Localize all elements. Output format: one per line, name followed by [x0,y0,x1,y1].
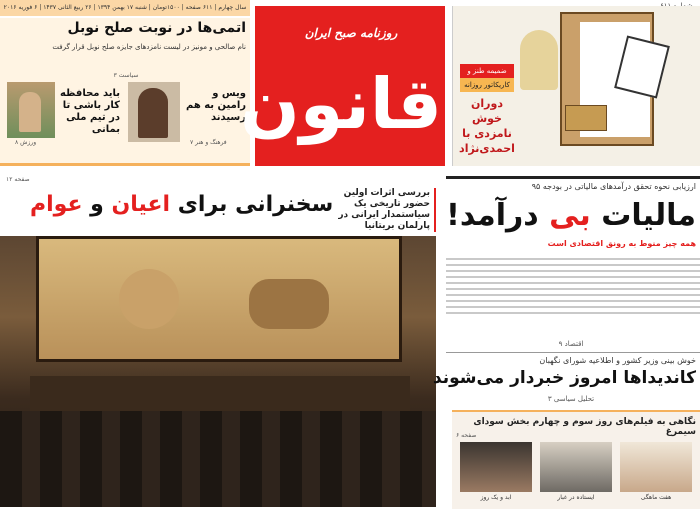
sport-story-headline[interactable]: باید محافظه کار باشی تا در تیم ملی بمانی [59,88,120,135]
section-rule [446,176,700,179]
tax-subhead: همه چیز منوط به رونق اقتصادی است [547,239,696,248]
lead-headline-red: اعیان [111,192,171,217]
cartoon-headline[interactable]: دوران خوش نامزدی با احمدی‌نژاد [459,97,515,155]
newspaper-logo: قانون [239,63,442,145]
candidates-section-tag: تحلیل سیاسی ۳ [547,395,595,403]
nobel-section-tag: سیاست ۳ [113,72,139,79]
nobel-subhead: نام صالحی و مونیز در لیست نامزدهای جایزه صلح نوبل قرار گرفت [52,43,246,51]
film-caption-1: ابد و یک روز [480,494,512,501]
tax-headline-b: درآمد! [446,198,550,233]
tax-section-tag: اقتصاد ۹ [558,340,584,348]
photo-audience [0,411,436,507]
photo-panel-table [30,376,410,416]
film-headline[interactable]: نگاهی به فیلم‌های روز سوم و چهارم بخش سودای سیمرغ [473,417,696,437]
lead-headline-b: و [82,192,112,217]
cartoon-figure [520,30,558,90]
tax-headline[interactable] [446,196,696,236]
lead-headline-red-2: عوام [30,192,83,217]
film-thumb-2[interactable] [540,442,612,492]
suitcase-icon [565,105,607,131]
dateline: سال چهارم | ۶۱۱ صفحه | ۱۵۰۰تومان | شنبه ۱۷ بهمن ۱۳۹۴ | ۲۶ ربیع الثانی ۱۴۳۷ | ۶ فوریه ۲۰۱۶ [0,0,250,16]
film-thumb-1[interactable] [620,442,692,492]
culture-story-headline[interactable]: ویس و رامین به هم رسیدند [185,88,246,123]
tax-kicker: ارزیابی نحوه تحقق درآمدهای مالیاتی در بودجه ۹۵ [531,182,696,191]
lead-photo [0,236,436,507]
film-page-tag: صفحه ۶ [456,432,477,439]
masthead-tagline: روزنامه صبح ایران [304,26,398,40]
nobel-headline[interactable]: اتمی‌ها در نوبت صلح نوبل [67,20,246,36]
sport-section-tag: ورزش ۸ [15,139,37,146]
cartoon-tag-2: کاریکاتور روزانه [460,78,514,92]
lead-headline-a: سخنرانی برای [170,192,334,217]
sport-photo [7,82,55,138]
lead-page-tag: صفحه ۱۲ [6,176,30,183]
film-caption-2: ایستاده در غبار [557,494,595,501]
cartoon-tag: ضمیمه طنز و [460,64,514,78]
candidates-kicker: خوش بینی وزیر کشور و اطلاعیه شورای نگهبان [539,356,696,365]
divider [446,352,700,353]
lead-kicker: بررسی اثرات اولین حضور تاریخی یک سیاستمدار ایرانی در پارلمان بریتانیا [318,188,436,232]
lead-headline[interactable] [30,192,333,217]
photo-mural [36,236,402,362]
candidates-headline[interactable]: کاندیداها امروز خبردار می‌شوند [432,368,696,388]
culture-section-tag: فرهنگ و هنر ۷ [190,139,227,146]
tax-headline-a: مالیات [590,198,696,233]
tax-body-text [446,254,700,334]
culture-photo [128,82,180,142]
film-caption-3: هفت ماهگی [640,494,672,501]
film-thumb-3[interactable] [460,442,532,492]
tax-headline-red: بی [549,198,591,233]
